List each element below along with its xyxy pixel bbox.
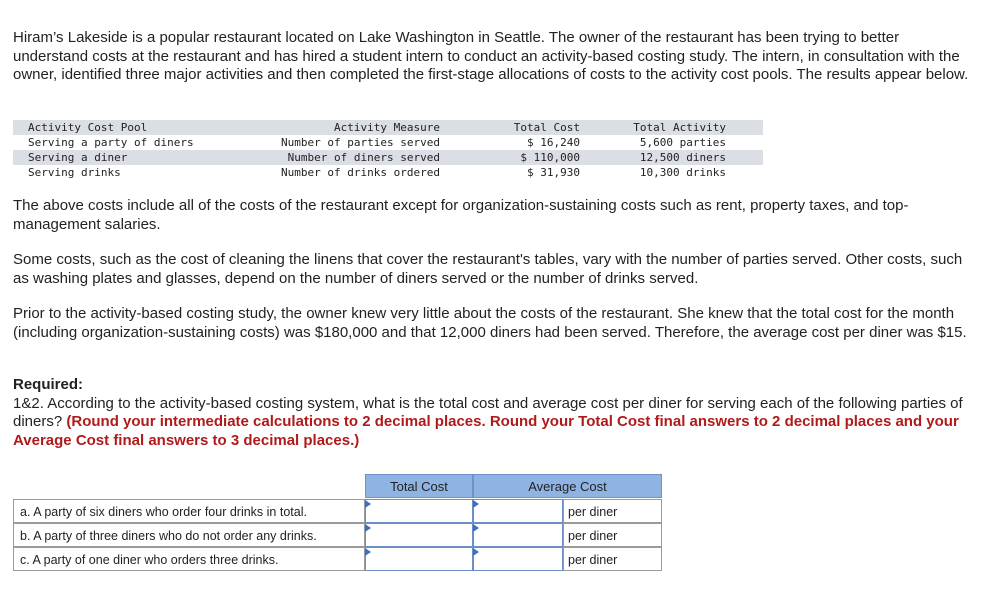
input-marker-icon bbox=[473, 524, 479, 532]
required-heading: Required: bbox=[13, 376, 84, 393]
required-section bbox=[13, 376, 973, 450]
cost-pool-cell: Serving a party of diners bbox=[28, 136, 194, 149]
prior-knowledge-paragraph: Prior to the activity-based costing study, the owner knew very little about the costs of the restaurant. She knew that the total cost for the month (including organization-sustaining costs) was $180,000 and that 12,000 diners had been served. Therefore, the average cost per diner was $15. bbox=[13, 305, 967, 341]
per-diner-unit: per diner bbox=[563, 547, 662, 571]
average-cost-input-c[interactable] bbox=[473, 547, 563, 571]
answer-table bbox=[13, 474, 662, 571]
activity-measure-cell: Number of parties served bbox=[281, 136, 440, 149]
cost-pool-cell: Serving drinks bbox=[28, 166, 121, 179]
total-cost-cell: $ 31,930 bbox=[527, 166, 580, 179]
input-marker-icon bbox=[365, 548, 371, 556]
total-cost-input-b[interactable] bbox=[365, 523, 473, 547]
cost-behavior-paragraph: Some costs, such as the cost of cleaning the linens that cover the restaurant's tables, vary with the number of parties served. Other costs, such as washing plates and glasses, depend on the number of diners served or the number of drinks served. bbox=[13, 251, 963, 287]
activity-measure-cell: Number of drinks ordered bbox=[281, 166, 440, 179]
input-marker-icon bbox=[365, 500, 371, 508]
activity-cost-table bbox=[13, 120, 763, 180]
average-cost-input-a[interactable] bbox=[473, 499, 563, 523]
answer-row-label: b. A party of three diners who do not order any drinks. bbox=[13, 523, 365, 547]
total-activity-cell: 12,500 diners bbox=[639, 151, 726, 164]
answer-row-a bbox=[13, 499, 662, 523]
per-diner-unit: per diner bbox=[563, 523, 662, 547]
average-cost-input-b[interactable] bbox=[473, 523, 563, 547]
total-cost-cell: $ 16,240 bbox=[527, 136, 580, 149]
table-row bbox=[13, 165, 763, 180]
answer-row-b bbox=[13, 523, 662, 547]
total-activity-cell: 5,600 parties bbox=[639, 136, 726, 149]
total-cost-cell: $ 110,000 bbox=[520, 151, 580, 164]
answer-row-label: c. A party of one diner who orders three drinks. bbox=[13, 547, 365, 571]
total-activity-cell: 10,300 drinks bbox=[639, 166, 726, 179]
answer-row-label: a. A party of six diners who order four drinks in total. bbox=[13, 499, 365, 523]
activity-measure-cell: Number of diners served bbox=[287, 151, 440, 164]
table-row bbox=[13, 135, 763, 150]
per-diner-unit: per diner bbox=[563, 499, 662, 523]
required-question: 1&2. According to the activity-based costing system, what is the total cost and average cost per diner for serving each of the following parties of diners? bbox=[13, 394, 963, 430]
header-activity-measure: Activity Measure bbox=[334, 121, 440, 134]
rounding-instruction: (Round your intermediate calculations to 2 decimal places. Round your Total Cost final answers to 2 decimal places and your Average Cost final answers to 3 decimal places.) bbox=[13, 413, 959, 449]
answer-header-total-cost: Total Cost bbox=[365, 474, 473, 498]
costs-note-paragraph: The above costs include all of the costs of the restaurant except for organization-sustaining costs such as rent, property taxes, and top-management salaries. bbox=[13, 197, 909, 233]
intro-paragraph: Hiram’s Lakeside is a popular restaurant located on Lake Washington in Seattle. The owner of the restaurant has been trying to better understand costs at the restaurant and has hired a student intern to conduct an activity-based costing study. The intern, in consultation with the owner, identified three major activities and then completed the first-stage allocations of costs to the activity cost pools. The results appear below. bbox=[13, 29, 969, 83]
table-header-row bbox=[13, 120, 763, 135]
header-total-cost: Total Cost bbox=[513, 121, 580, 134]
answer-header-blank bbox=[13, 474, 365, 498]
input-marker-icon bbox=[473, 548, 479, 556]
header-activity-cost-pool: Activity Cost Pool bbox=[28, 121, 148, 134]
total-cost-input-c[interactable] bbox=[365, 547, 473, 571]
answer-header-average-cost: Average Cost bbox=[473, 474, 662, 498]
table-row bbox=[13, 150, 763, 165]
cost-pool-cell: Serving a diner bbox=[28, 151, 128, 164]
answer-row-c bbox=[13, 547, 662, 571]
input-marker-icon bbox=[473, 500, 479, 508]
header-total-activity: Total Activity bbox=[633, 121, 726, 134]
input-marker-icon bbox=[365, 524, 371, 532]
total-cost-input-a[interactable] bbox=[365, 499, 473, 523]
